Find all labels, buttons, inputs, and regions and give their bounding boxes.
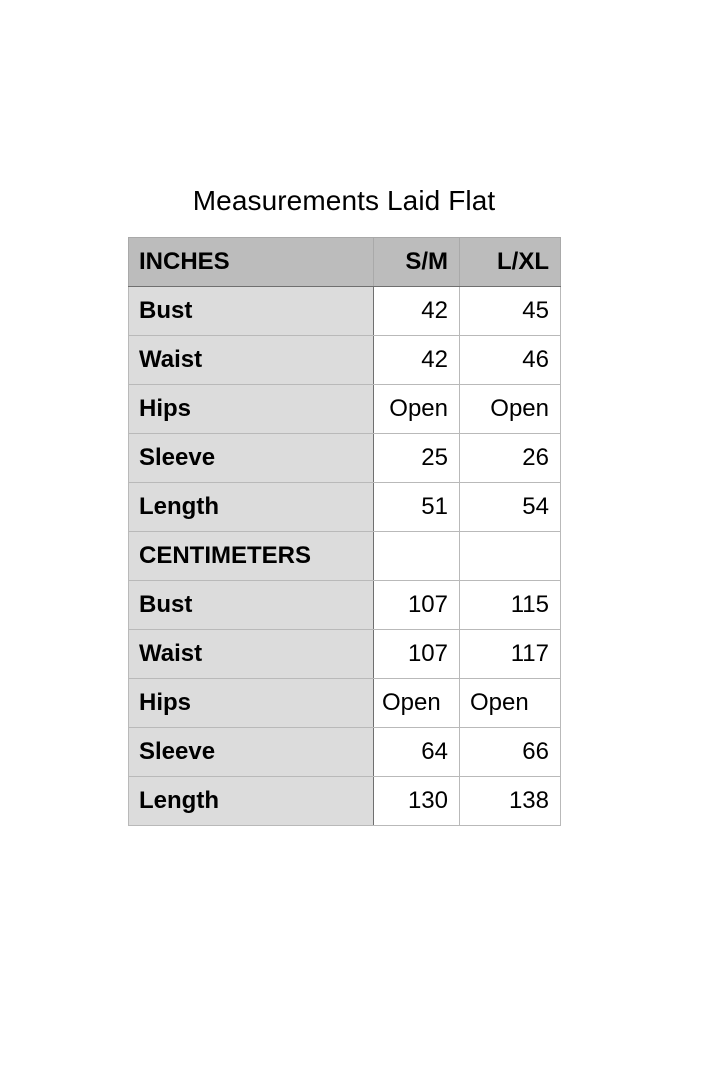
table-row [129, 434, 561, 483]
cell-sm [374, 532, 460, 581]
cell-sm: 107 [374, 630, 460, 679]
row-label: Sleeve [129, 728, 374, 777]
table-row [129, 483, 561, 532]
table-row [129, 336, 561, 385]
header-units-inches: INCHES [129, 238, 374, 287]
table-row [129, 777, 561, 826]
row-label: Sleeve [129, 434, 374, 483]
cell-sm: 64 [374, 728, 460, 777]
row-label: Length [129, 777, 374, 826]
header-size-lxl: L/XL [460, 238, 561, 287]
cell-sm: 42 [374, 336, 460, 385]
row-label: Bust [129, 581, 374, 630]
section-label-centimeters: CENTIMETERS [129, 532, 374, 581]
cell-lxl: Open [460, 679, 561, 728]
table-row [129, 581, 561, 630]
cell-sm: Open [374, 679, 460, 728]
table-section-row [129, 532, 561, 581]
cell-lxl: 46 [460, 336, 561, 385]
row-label: Bust [129, 287, 374, 336]
table-header-row [129, 238, 561, 287]
cell-lxl: 115 [460, 581, 561, 630]
table-row [129, 728, 561, 777]
cell-lxl [460, 532, 561, 581]
cell-lxl: 138 [460, 777, 561, 826]
table-row [129, 287, 561, 336]
row-label: Hips [129, 679, 374, 728]
row-label: Hips [129, 385, 374, 434]
row-label: Waist [129, 630, 374, 679]
table-row [129, 679, 561, 728]
cell-lxl: 54 [460, 483, 561, 532]
row-label: Waist [129, 336, 374, 385]
cell-lxl: 26 [460, 434, 561, 483]
table-row [129, 630, 561, 679]
cell-sm: 107 [374, 581, 460, 630]
cell-lxl: 66 [460, 728, 561, 777]
cell-sm: Open [374, 385, 460, 434]
table-row [129, 385, 561, 434]
cell-sm: 42 [374, 287, 460, 336]
cell-sm: 130 [374, 777, 460, 826]
cell-lxl: 45 [460, 287, 561, 336]
row-label: Length [129, 483, 374, 532]
measurements-table [128, 237, 561, 826]
page-title: Measurements Laid Flat [192, 185, 496, 216]
cell-sm: 25 [374, 434, 460, 483]
cell-sm: 51 [374, 483, 460, 532]
cell-lxl: 117 [460, 630, 561, 679]
header-size-sm: S/M [374, 238, 460, 287]
cell-lxl: Open [460, 385, 561, 434]
